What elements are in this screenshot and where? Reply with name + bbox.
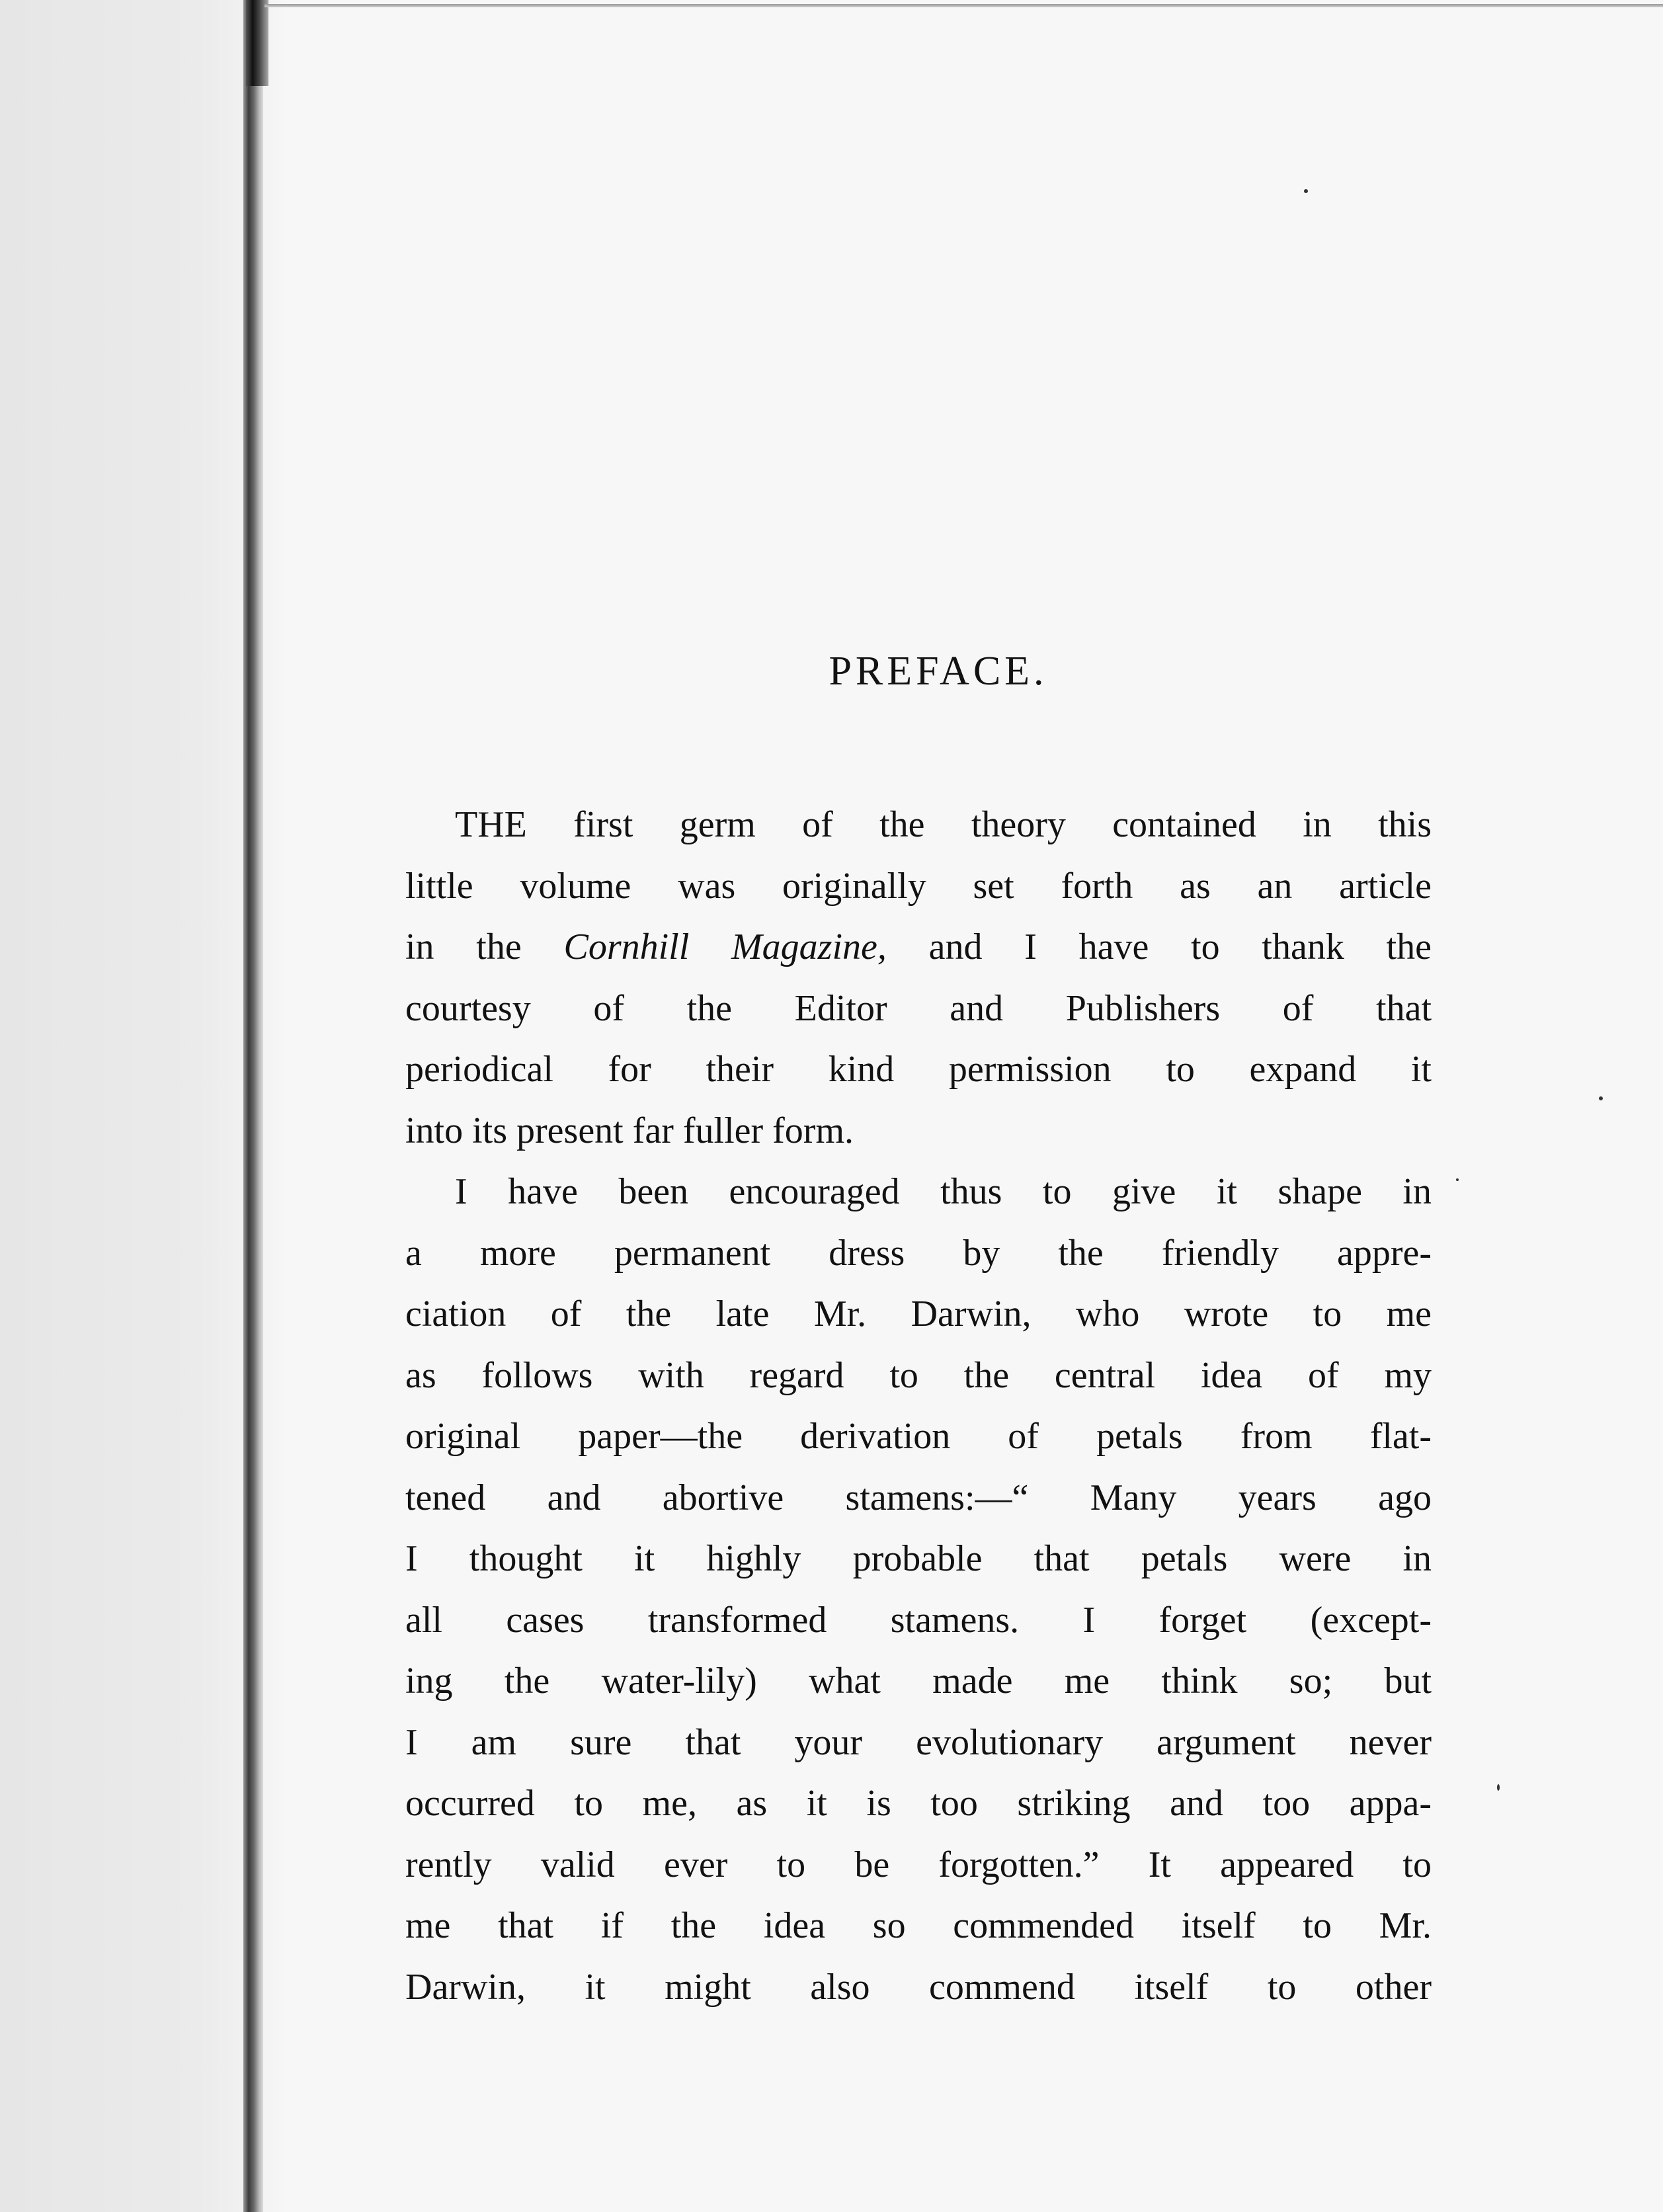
text-line: me that if the idea so commended itself to Mr.: [405, 1905, 1432, 1946]
scan-speck: [1497, 1784, 1500, 1791]
text-line: I have been encouraged thus to give it shape in: [455, 1171, 1432, 1212]
text-line: periodical for their kind permission to expand it: [405, 1049, 1432, 1090]
book-spine-edge: [243, 0, 263, 2212]
lead-word: THE: [455, 804, 527, 845]
text-line: all cases transformed stamens. I forget (except-: [405, 1599, 1432, 1641]
paragraph-2: [405, 1161, 1432, 2018]
text-line: I thought it highly probable that petals were in: [405, 1538, 1432, 1579]
text-line: little volume was originally set forth as an article: [405, 865, 1432, 907]
scan-speck: [1599, 1096, 1603, 1100]
text-line: rently valid ever to be forgotten.” It appeared to: [405, 1844, 1432, 1885]
book-spine-top: [246, 0, 268, 86]
page-title: PREFACE.: [829, 649, 1048, 694]
magazine-title: Cornhill Magazine,: [563, 926, 887, 967]
text-line: tened and abortive stamens:—“ Many years ago: [405, 1477, 1432, 1518]
page-gutter-shadow: [0, 0, 284, 2212]
page-top-edge: [264, 4, 1663, 7]
text-line: THE first germ of the theory contained in this: [455, 804, 1432, 845]
scan-speck: [1304, 189, 1308, 193]
text-line: ing the water-lily) what made me think so; but: [405, 1660, 1432, 1701]
text-line: occurred to me, as it is too striking and too appa-: [405, 1783, 1432, 1824]
text-line: a more permanent dress by the friendly appre-: [405, 1232, 1432, 1274]
paragraph-1: [405, 794, 1432, 1161]
scan-speck: [1456, 1178, 1459, 1181]
preface-body: [405, 649, 1432, 2018]
text-line: courtesy of the Editor and Publishers of that: [405, 987, 1432, 1029]
text-line: I am sure that your evolutionary argument never: [405, 1721, 1432, 1763]
text-line: ciation of the late Mr. Darwin, who wrote to me: [405, 1293, 1432, 1334]
text-line: in the Cornhill Magazine, and I have to thank the: [405, 926, 1432, 967]
text-line: into its present far fuller form.: [405, 1110, 854, 1151]
text-line: original paper—the derivation of petals from flat-: [405, 1416, 1432, 1457]
text-line: Darwin, it might also commend itself to other: [405, 1966, 1432, 2008]
text-line: as follows with regard to the central idea of my: [405, 1354, 1432, 1396]
